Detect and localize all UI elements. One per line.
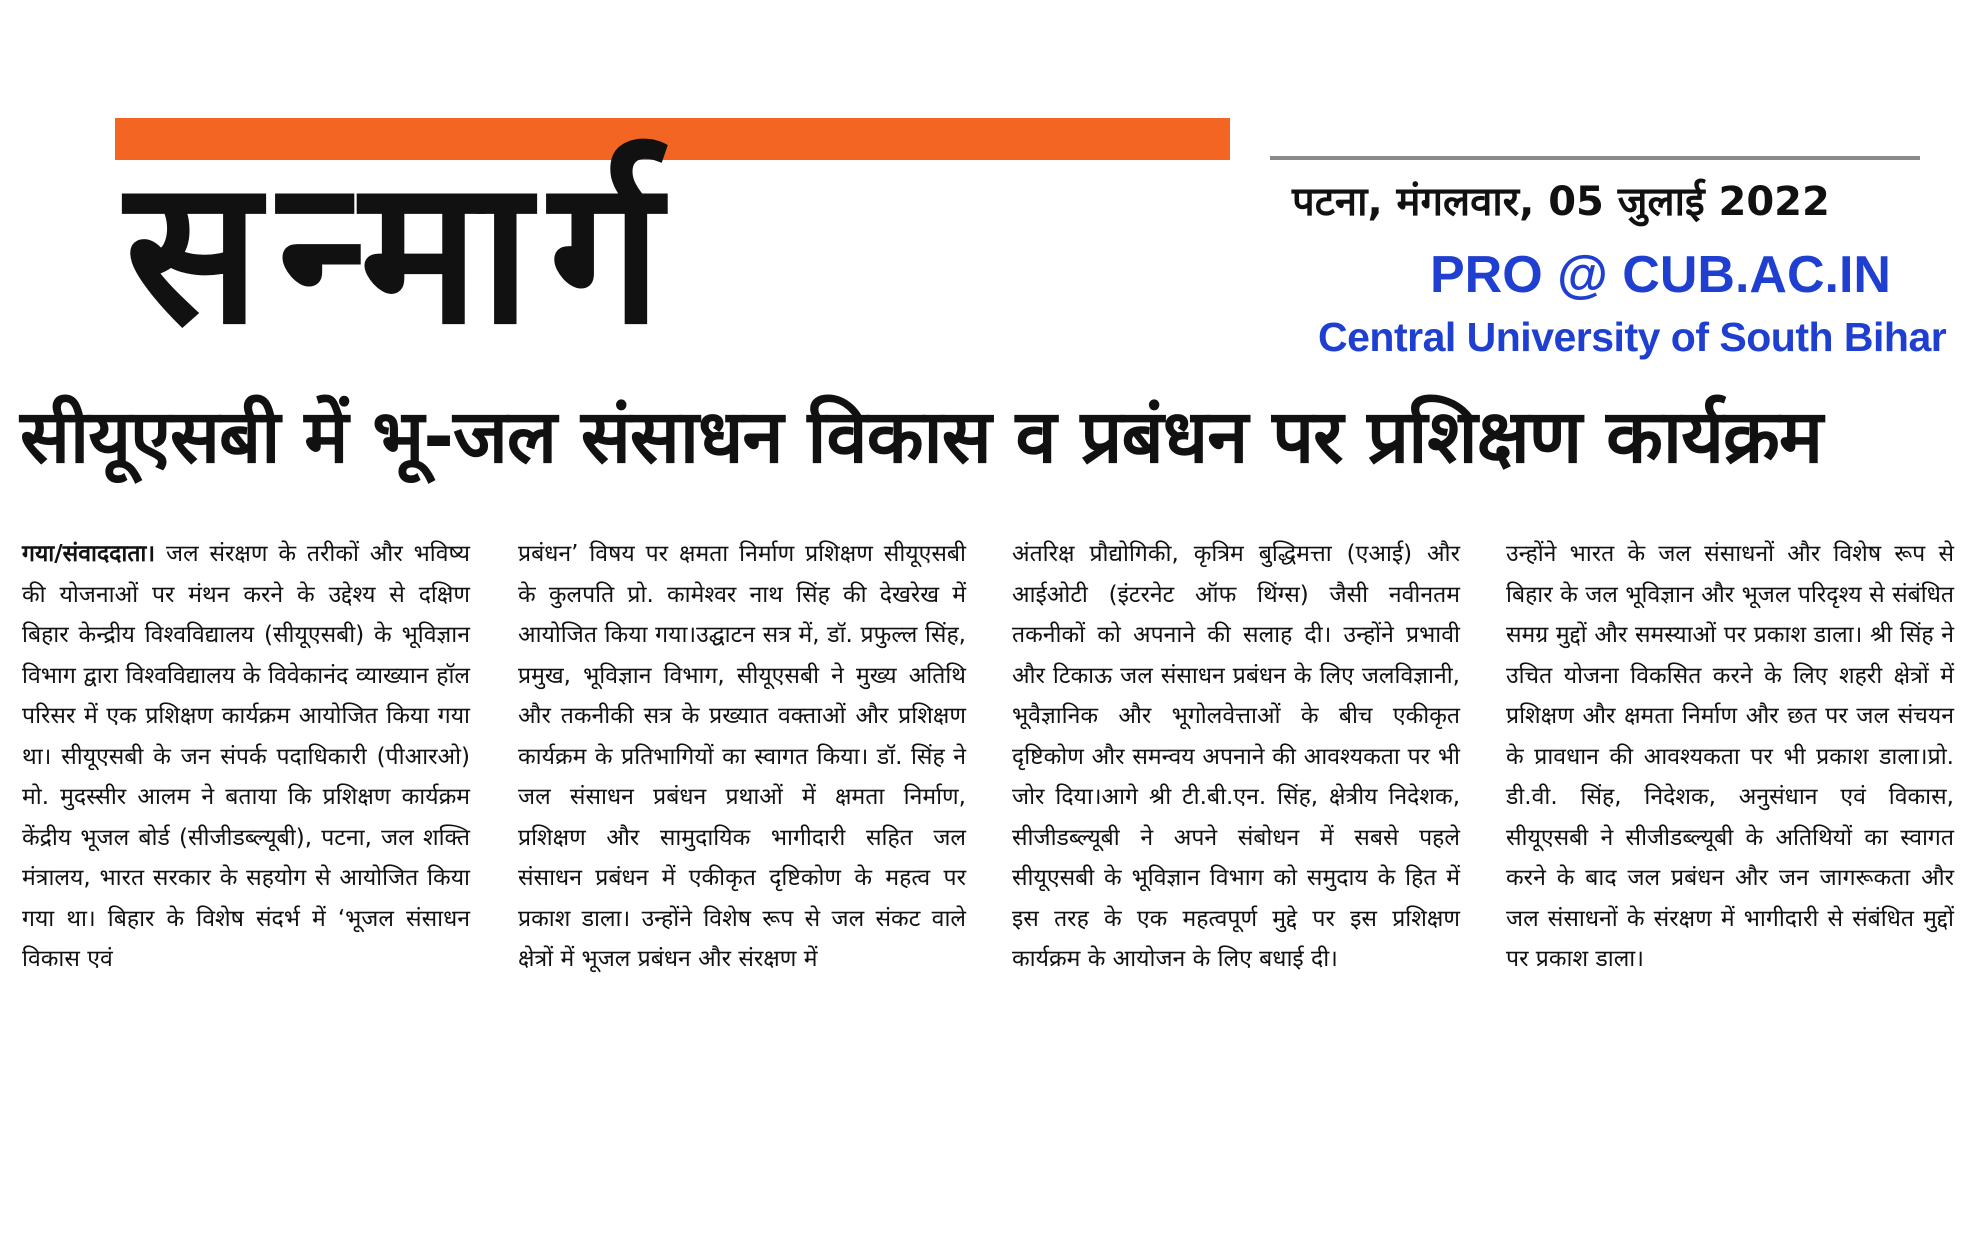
- article-column-2: [518, 534, 966, 980]
- article-column-3: [1012, 534, 1460, 980]
- article-column-4: [1506, 534, 1954, 980]
- newspaper-logo: सन्मार्ग: [125, 136, 680, 369]
- newspaper-masthead: [115, 118, 1230, 369]
- article-column-4-text: उन्होंने भारत के जल संसाधनों और विशेष रूप से बिहार के जल भूविज्ञान और भूजल परिदृश्य से संबंधित समग्र मुद्दों और समस्याओं पर प्रकाश डाला। श्री सिंह ने उचित योजना विकसित करने के लिए शहरी क्षेत्रों में प्रशिक्षण और क्षमता निर्माण और छत पर जल संचयन के प्रावधान की आवश्यकता पर भी प्रकाश डाला।प्रो. डी.वी. सिंह, निदेशक, अनुसंधान एवं विकास, सीयूएसबी ने सीजीडब्ल्यूबी के अतिथियों का स्वागत करने के बाद जल प्रबंधन और जन जागरूकता और जल संसाधनों के संरक्षण में भागीदारी से संबंधित मुद्दों पर प्रकाश डाला।: [1506, 541, 1954, 972]
- article-headline: सीयूएसबी में भू-जल संसाधन विकास व प्रबंधन पर प्रशिक्षण कार्यक्रम: [20, 394, 1823, 480]
- article-column-1: [22, 534, 470, 980]
- dateline: पटना, मंगलवार, 05 जुलाई 2022: [1292, 179, 1830, 225]
- article-column-1-text: जल संरक्षण के तरीकों और भविष्य की योजनाओं पर मंथन करने के उद्देश्य से दक्षिण बिहार केन्द्रीय विश्वविद्यालय (सीयूएसबी) के भूविज्ञान विभाग द्वारा विश्वविद्यालय के विवेकानंद व्याख्यान हॉल परिसर में एक प्रशिक्षण कार्यक्रम आयोजित किया गया था। सीयूएसबी के जन संपर्क पदाधिकारी (पीआरओ) मो. मुदस्सीर आलम ने बताया कि प्रशिक्षण कार्यक्रम केंद्रीय भूजल बोर्ड (सीजीडब्ल्यूबी), पटना, जल शक्ति मंत्रालय, भारत सरकार के सहयोग से आयोजित किया गया था। बिहार के विशेष संदर्भ में ‘भूजल संसाधन विकास एवं: [22, 541, 470, 972]
- pro-email-stamp: PRO @ CUB.AC.IN: [1430, 246, 1891, 304]
- dateline-rule: [1270, 156, 1920, 160]
- university-name-stamp: Central University of South Bihar: [1318, 314, 1947, 360]
- article-byline: गया/संवाददाता।: [22, 541, 156, 567]
- article-column-2-text: प्रबंधन’ विषय पर क्षमता निर्माण प्रशिक्षण सीयूएसबी के कुलपति प्रो. कामेश्वर नाथ सिंह की देखरेख में आयोजित किया गया।उद्घाटन सत्र में, डॉ. प्रफुल्ल सिंह, प्रमुख, भूविज्ञान विभाग, सीयूएसबी ने मुख्य अतिथि और तकनीकी सत्र के प्रख्यात वक्ताओं और प्रशिक्षण कार्यक्रम के प्रतिभागियों का स्वागत किया। डॉ. सिंह ने जल संसाधन प्रबंधन प्रथाओं में क्षमता निर्माण, प्रशिक्षण और सामुदायिक भागीदारी सहित जल संसाधन प्रबंधन में एकीकृत दृष्टिकोण के महत्व पर प्रकाश डाला। उन्होंने विशेष रूप से जल संकट वाले क्षेत्रों में भूजल प्रबंधन और संरक्षण में: [518, 541, 966, 972]
- article-column-3-text: अंतरिक्ष प्रौद्योगिकी, कृत्रिम बुद्धिमत्ता (एआई) और आईओटी (इंटरनेट ऑफ थिंग्स) जैसी नवीनतम तकनीकों को अपनाने की सलाह दी। उन्होंने प्रभावी और टिकाऊ जल संसाधन प्रबंधन के लिए जलविज्ञानी, भूवैज्ञानिक और भूगोलवेत्ताओं के बीच एकीकृत दृष्टिकोण और समन्वय अपनाने की आवश्यकता पर भी जोर दिया।आगे श्री टी.बी.एन. सिंह, क्षेत्रीय निदेशक, सीजीडब्ल्यूबी ने अपने संबोधन में सबसे पहले सीयूएसबी के भूविज्ञान विभाग को समुदाय के हित में इस तरह के एक महत्वपूर्ण मुद्दे पर इस प्रशिक्षण कार्यक्रम के आयोजन के लिए बधाई दी।: [1012, 541, 1460, 972]
